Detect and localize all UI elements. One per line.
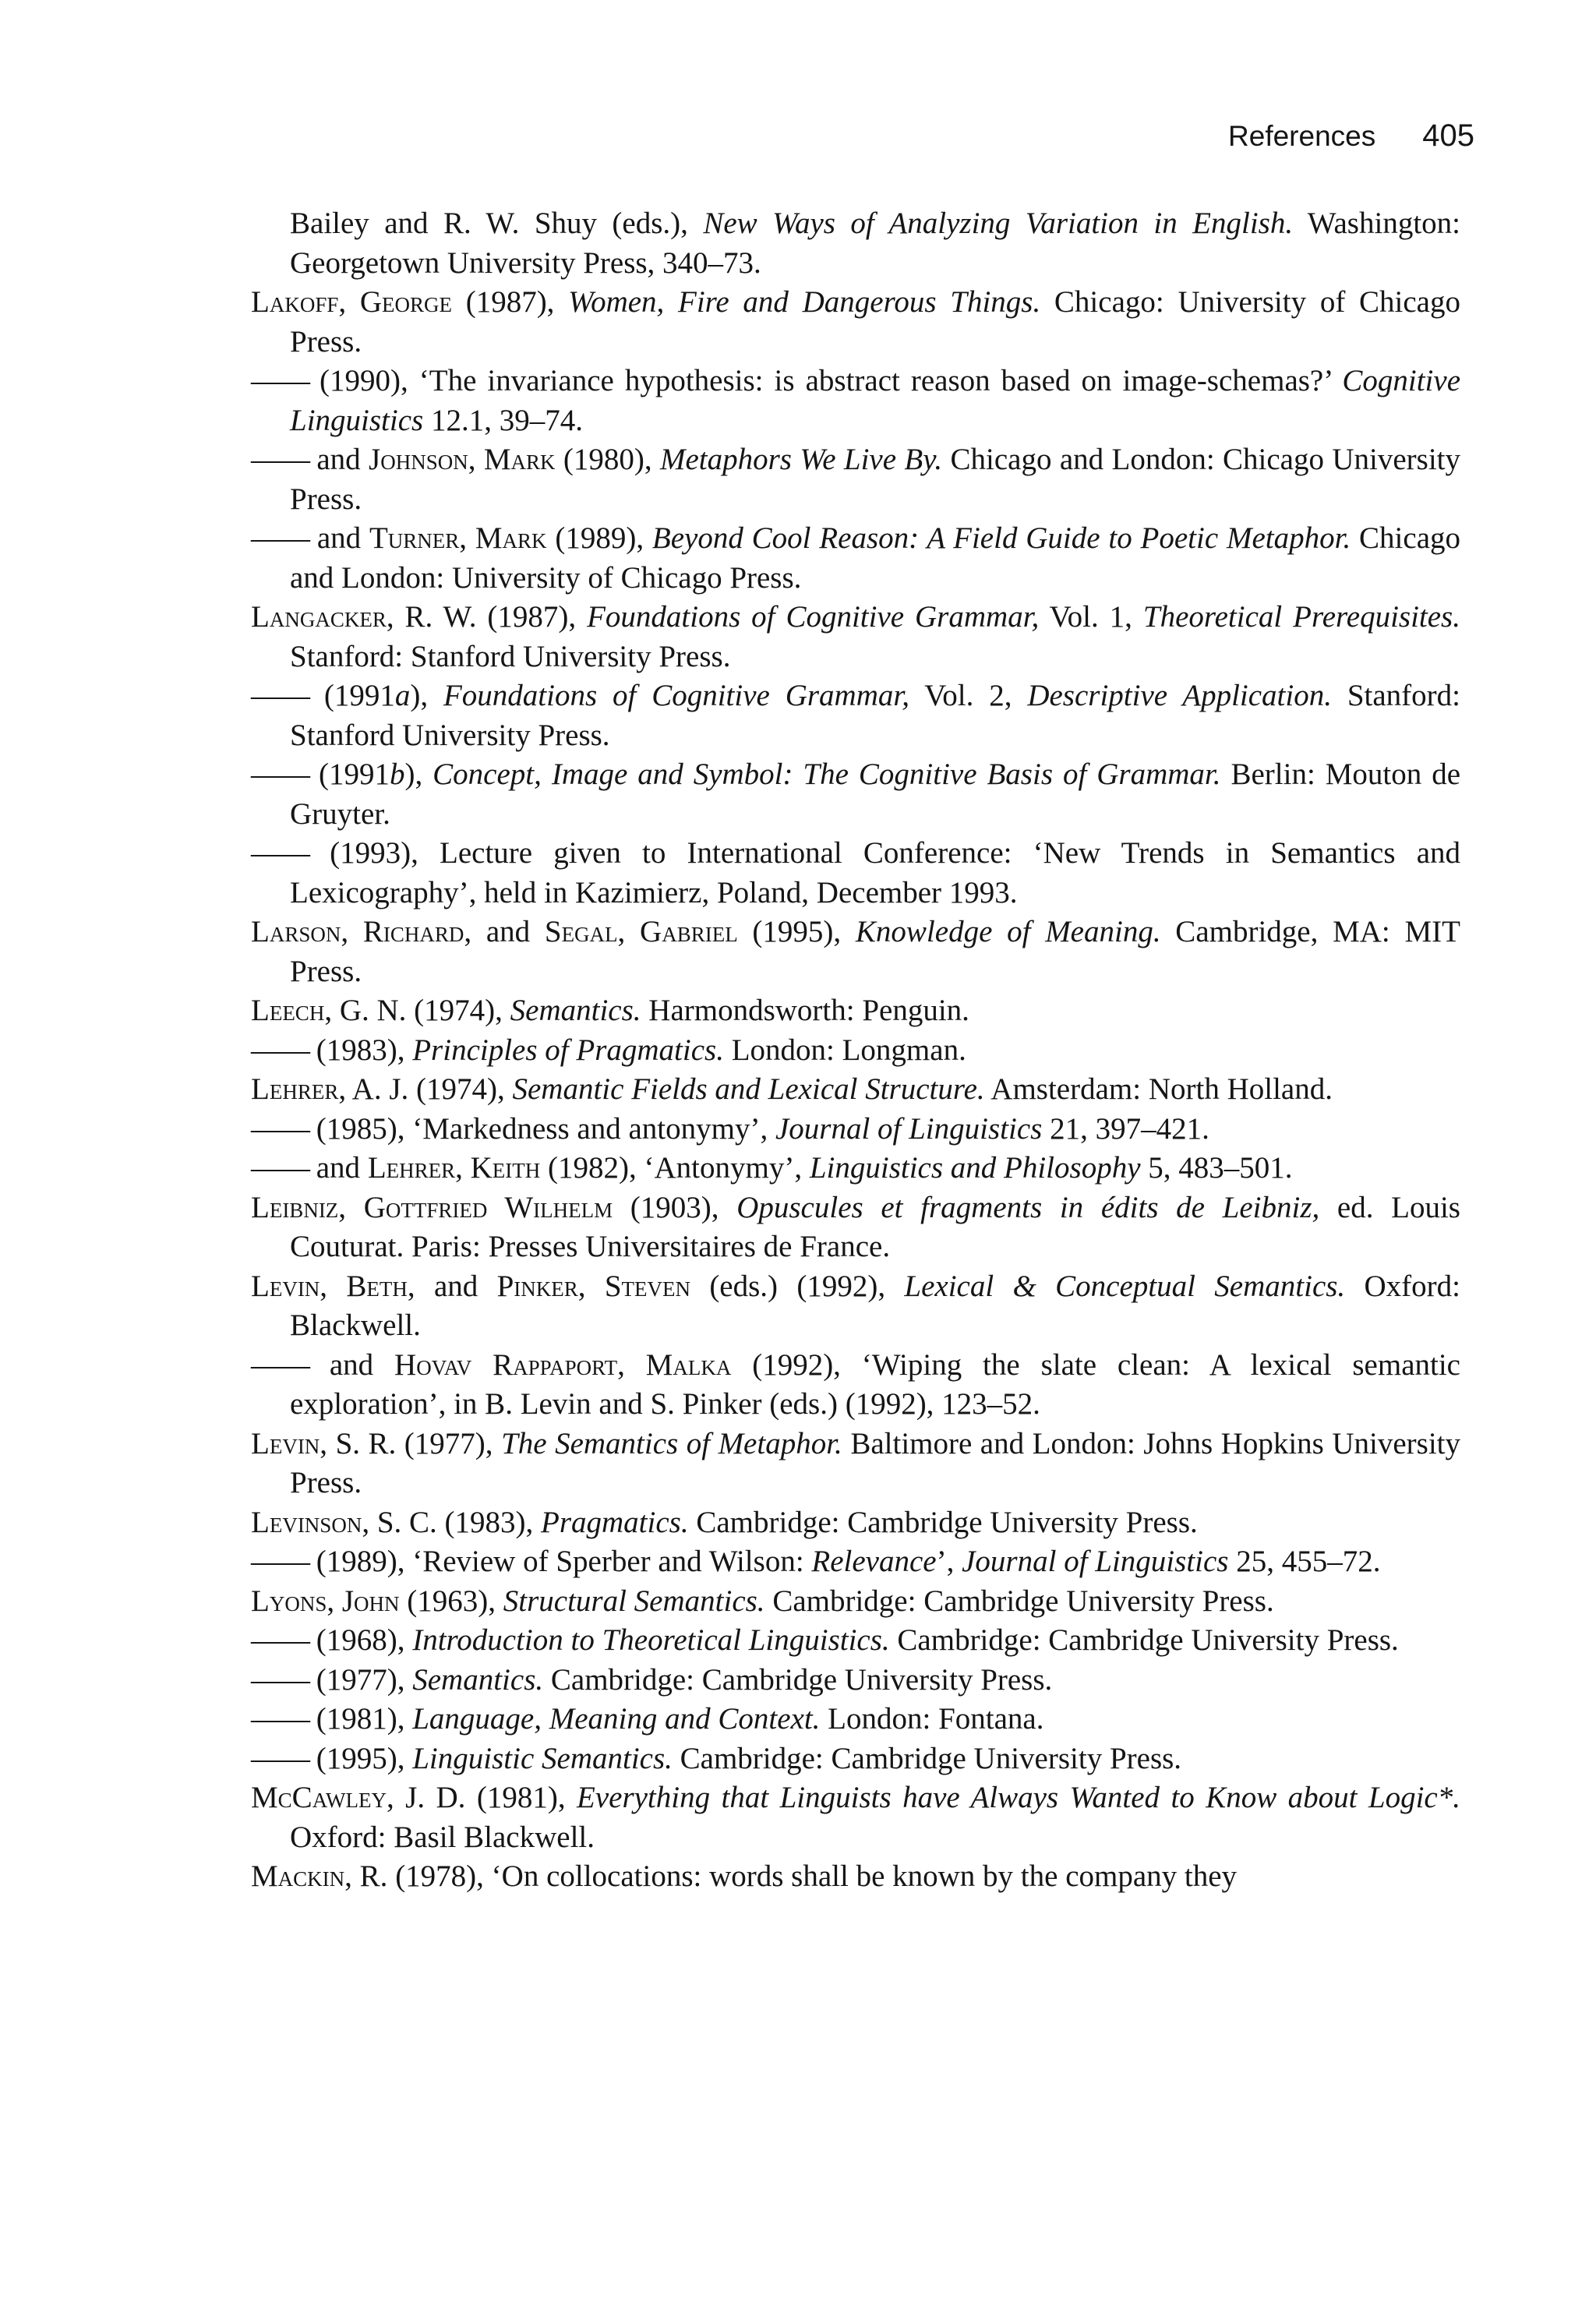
repeat-author-dash: ——	[251, 1111, 309, 1146]
entry-text: (1968),	[309, 1623, 413, 1657]
work-title: Introduction to Theoretical Linguistics.	[412, 1623, 890, 1657]
work-title: Concept, Image and Symbol: The Cognitive Basis of Grammar.	[433, 758, 1221, 791]
reference-entry	[251, 519, 1460, 598]
work-title: Pragmatics.	[541, 1505, 689, 1539]
work-title: Knowledge of Meaning.	[855, 915, 1161, 948]
author-name: Levin, S. R.	[251, 1426, 397, 1460]
repeat-author-dash: ——	[251, 1545, 309, 1578]
work-title: Theoretical Prerequisites.	[1142, 600, 1460, 634]
entry-text: , and	[407, 1269, 497, 1303]
repeat-author-dash: ——	[251, 1151, 309, 1185]
repeat-author-dash: ——	[251, 758, 309, 791]
entry-text: (1963),	[399, 1584, 503, 1618]
work-title: Relevance	[811, 1545, 937, 1578]
reference-entry	[251, 1582, 1460, 1622]
work-title: Semantics.	[412, 1662, 544, 1697]
entry-text: (1981),	[309, 1702, 413, 1736]
reference-entry	[251, 1542, 1460, 1582]
entry-text: Vol. 2,	[909, 679, 1028, 712]
work-title: New Ways of Analyzing Variation in English.	[703, 207, 1294, 240]
entry-text: (1989), ‘Review of Sperber and Wilson:	[309, 1545, 812, 1578]
entry-text: and	[309, 1347, 395, 1382]
entry-text: (1983),	[436, 1505, 542, 1539]
reference-entry	[251, 1267, 1460, 1346]
entry-text: (1993), Lecture given to International Conference: ‘New Trends in Semantics and Lexicography’, held in Kazimierz, Poland, December 1993.	[290, 836, 1460, 909]
entry-text: 21, 397–421.	[1042, 1111, 1209, 1146]
author-name: Levin, Beth	[251, 1269, 408, 1303]
work-title: Opuscules et fragments in édits de Leibniz,	[736, 1190, 1320, 1224]
work-title: Beyond Cool Reason: A Field Guide to Poetic Metaphor.	[651, 521, 1351, 555]
entry-text: Oxford: Basil Blackwell.	[290, 1820, 595, 1854]
reference-entry	[251, 1110, 1460, 1150]
entry-text: Washington: Georgetown University Press, 340–73.	[290, 207, 1460, 280]
reference-entry	[251, 913, 1460, 991]
repeat-author-dash: ——	[251, 364, 309, 397]
author-name: Turner, Mark	[369, 521, 547, 555]
work-title: Linguistics and Philosophy	[809, 1151, 1141, 1185]
author-name: Levinson, S. C.	[251, 1505, 437, 1539]
entry-text: Cambridge: Cambridge University Press.	[889, 1623, 1399, 1657]
work-title: Linguistic Semantics.	[412, 1741, 673, 1775]
reference-entry	[251, 1778, 1460, 1857]
entry-text: London: Longman.	[723, 1033, 966, 1067]
reference-entry	[251, 283, 1460, 362]
entry-text: , and	[464, 915, 545, 948]
entry-text: (1995),	[737, 915, 856, 948]
entry-text: (1974),	[408, 1072, 513, 1106]
repeat-author-dash: ——	[251, 1702, 309, 1736]
section-title: References	[1228, 120, 1376, 152]
entry-text: ),	[404, 758, 433, 791]
reference-entry	[251, 1857, 1460, 1897]
entry-text: (1992), ‘Wiping the slate clean: A lexical semantic exploration’, in B. Levin and S. Pinker (eds.) (1992), 123–52.	[290, 1347, 1460, 1421]
entry-text: (1983),	[309, 1033, 413, 1067]
entry-text: Stanford: Stanford University Press.	[290, 679, 1460, 752]
reference-entry	[251, 204, 1460, 283]
work-title: Metaphors We Live By.	[659, 443, 943, 476]
entry-text: (1903),	[613, 1190, 737, 1224]
work-title: a	[394, 679, 411, 712]
repeat-author-dash: ——	[251, 1741, 309, 1775]
repeat-author-dash: ——	[251, 1033, 309, 1067]
entry-text: 25, 455–72.	[1228, 1545, 1381, 1578]
reference-entry	[251, 1661, 1460, 1700]
author-name: Langacker, R. W.	[251, 600, 477, 634]
author-name: Lehrer, A. J.	[251, 1072, 409, 1106]
entry-text: Cambridge: Cambridge University Press.	[764, 1584, 1274, 1618]
entry-text: 5, 483–501.	[1140, 1151, 1293, 1185]
entry-text: 12.1, 39–74.	[423, 403, 583, 437]
author-name: McCawley, J. D.	[251, 1781, 466, 1814]
entry-text: Stanford: Stanford University Press.	[290, 639, 731, 673]
author-name: Lakoff, George	[251, 285, 452, 319]
author-name: Hovav Rappaport, Malka	[394, 1347, 732, 1382]
reference-entry	[251, 1739, 1460, 1779]
entry-text: (1991	[309, 679, 395, 712]
reference-entry	[251, 440, 1460, 519]
entry-text: Harmondsworth: Penguin.	[641, 994, 969, 1027]
work-title: Foundations of Cognitive Grammar,	[443, 679, 909, 712]
work-title: Semantics.	[510, 994, 641, 1027]
entry-text: (1989),	[546, 521, 652, 555]
entry-text: Baltimore and London: Johns Hopkins University Press.	[290, 1426, 1460, 1499]
entry-text: London: Fontana.	[820, 1702, 1044, 1736]
reference-list	[251, 204, 1460, 1897]
reference-entry	[251, 1700, 1460, 1739]
work-title: Everything that Linguists have Always Wanted to Know about Logic*.	[577, 1781, 1460, 1814]
reference-entry	[251, 1149, 1460, 1188]
reference-entry	[251, 1503, 1460, 1543]
reference-entry	[251, 598, 1460, 676]
entry-text: Amsterdam: North Holland.	[984, 1072, 1333, 1106]
entry-text: (1977),	[396, 1426, 502, 1460]
entry-text: (1978), ‘On collocations: words shall be known by the company they	[387, 1859, 1238, 1893]
repeat-author-dash: ——	[251, 443, 309, 476]
work-title: Language, Meaning and Context.	[412, 1702, 821, 1736]
work-title: Foundations of Cognitive Grammar,	[587, 600, 1040, 634]
entry-text: Cambridge: Cambridge University Press.	[688, 1505, 1198, 1539]
author-name: Leech, G. N.	[251, 994, 407, 1027]
entry-text: Cambridge, MA: MIT Press.	[290, 915, 1460, 988]
entry-text: (1980),	[555, 443, 660, 476]
author-name: Johnson, Mark	[369, 443, 556, 476]
entry-text: Bailey and R. W. Shuy (eds.),	[290, 207, 704, 240]
author-name: Segal, Gabriel	[544, 915, 738, 948]
entry-text: (eds.) (1992),	[690, 1269, 905, 1303]
work-title: Women, Fire and Dangerous Things.	[568, 285, 1041, 319]
author-name: Larson, Richard	[251, 915, 464, 948]
entry-text: ’,	[936, 1545, 962, 1578]
repeat-author-dash: ——	[251, 1347, 309, 1382]
entry-text: (1985), ‘Markedness and antonymy’,	[309, 1111, 775, 1146]
entry-text: (1981),	[465, 1781, 577, 1814]
work-title: Journal of Linguistics	[775, 1111, 1043, 1146]
work-title: The Semantics of Metaphor.	[501, 1426, 842, 1460]
reference-entry	[251, 1425, 1460, 1503]
work-title: Structural Semantics.	[503, 1584, 765, 1618]
entry-text: (1995),	[309, 1741, 413, 1775]
author-name: Lyons, John	[251, 1584, 400, 1618]
reference-entry	[251, 1070, 1460, 1110]
entry-text: and	[309, 1151, 368, 1185]
entry-text: Chicago and London: University of Chicago Press.	[290, 521, 1461, 595]
reference-entry	[251, 834, 1460, 913]
work-title: Cognitive Linguistics	[290, 364, 1460, 437]
work-title: Lexical & Conceptual Semantics.	[904, 1269, 1346, 1303]
entry-text: ed. Louis Couturat. Paris: Presses Universitaires de France.	[290, 1190, 1460, 1263]
entry-text: (1977),	[309, 1662, 413, 1697]
repeat-author-dash: ——	[251, 679, 309, 712]
entry-text: Chicago: University of Chicago Press.	[290, 285, 1460, 358]
entry-text: (1974),	[406, 994, 510, 1027]
work-title: Semantic Fields and Lexical Structure.	[512, 1072, 985, 1106]
entry-text: (1987),	[476, 600, 588, 634]
entry-text: ),	[410, 679, 443, 712]
reference-entry	[251, 1188, 1460, 1267]
entry-text: Chicago and London: Chicago University Press.	[290, 443, 1460, 516]
entry-text: and	[309, 521, 369, 555]
entry-text: (1987),	[451, 285, 569, 319]
reference-entry	[251, 1346, 1460, 1425]
repeat-author-dash: ——	[251, 1662, 309, 1697]
entry-text: (1991	[309, 758, 390, 791]
entry-text: Oxford: Blackwell.	[290, 1269, 1460, 1342]
author-name: Mackin, R.	[251, 1859, 388, 1893]
entry-text: Cambridge: Cambridge University Press.	[672, 1741, 1182, 1775]
author-name: Pinker, Steven	[496, 1269, 690, 1303]
entry-text: (1990), ‘The invariance hypothesis: is abstract reason based on image-schemas?’	[309, 364, 1343, 397]
author-name: Lehrer, Keith	[367, 1151, 541, 1185]
entry-text: Cambridge: Cambridge University Press.	[543, 1662, 1053, 1697]
reference-entry	[251, 755, 1460, 834]
running-head	[1228, 118, 1474, 165]
reference-entry	[251, 362, 1460, 440]
work-title: Descriptive Application.	[1027, 679, 1332, 712]
entry-text: Vol. 1,	[1039, 600, 1143, 634]
repeat-author-dash: ——	[251, 521, 309, 555]
entry-text: and	[309, 443, 369, 476]
reference-entry	[251, 1621, 1460, 1661]
reference-entry	[251, 1031, 1460, 1071]
reference-entry	[251, 676, 1460, 755]
repeat-author-dash: ——	[251, 836, 309, 870]
work-title: Journal of Linguistics	[962, 1545, 1229, 1578]
reference-entry	[251, 991, 1460, 1031]
repeat-author-dash: ——	[251, 1623, 309, 1657]
entry-text: (1982), ‘Antonymy’,	[540, 1151, 810, 1185]
author-name: Leibniz, Gottfried Wilhelm	[251, 1190, 613, 1224]
work-title: Principles of Pragmatics.	[412, 1033, 724, 1067]
entry-text: Berlin: Mouton de Gruyter.	[290, 758, 1461, 831]
work-title: b	[389, 758, 405, 791]
page-number: 405	[1422, 118, 1474, 153]
